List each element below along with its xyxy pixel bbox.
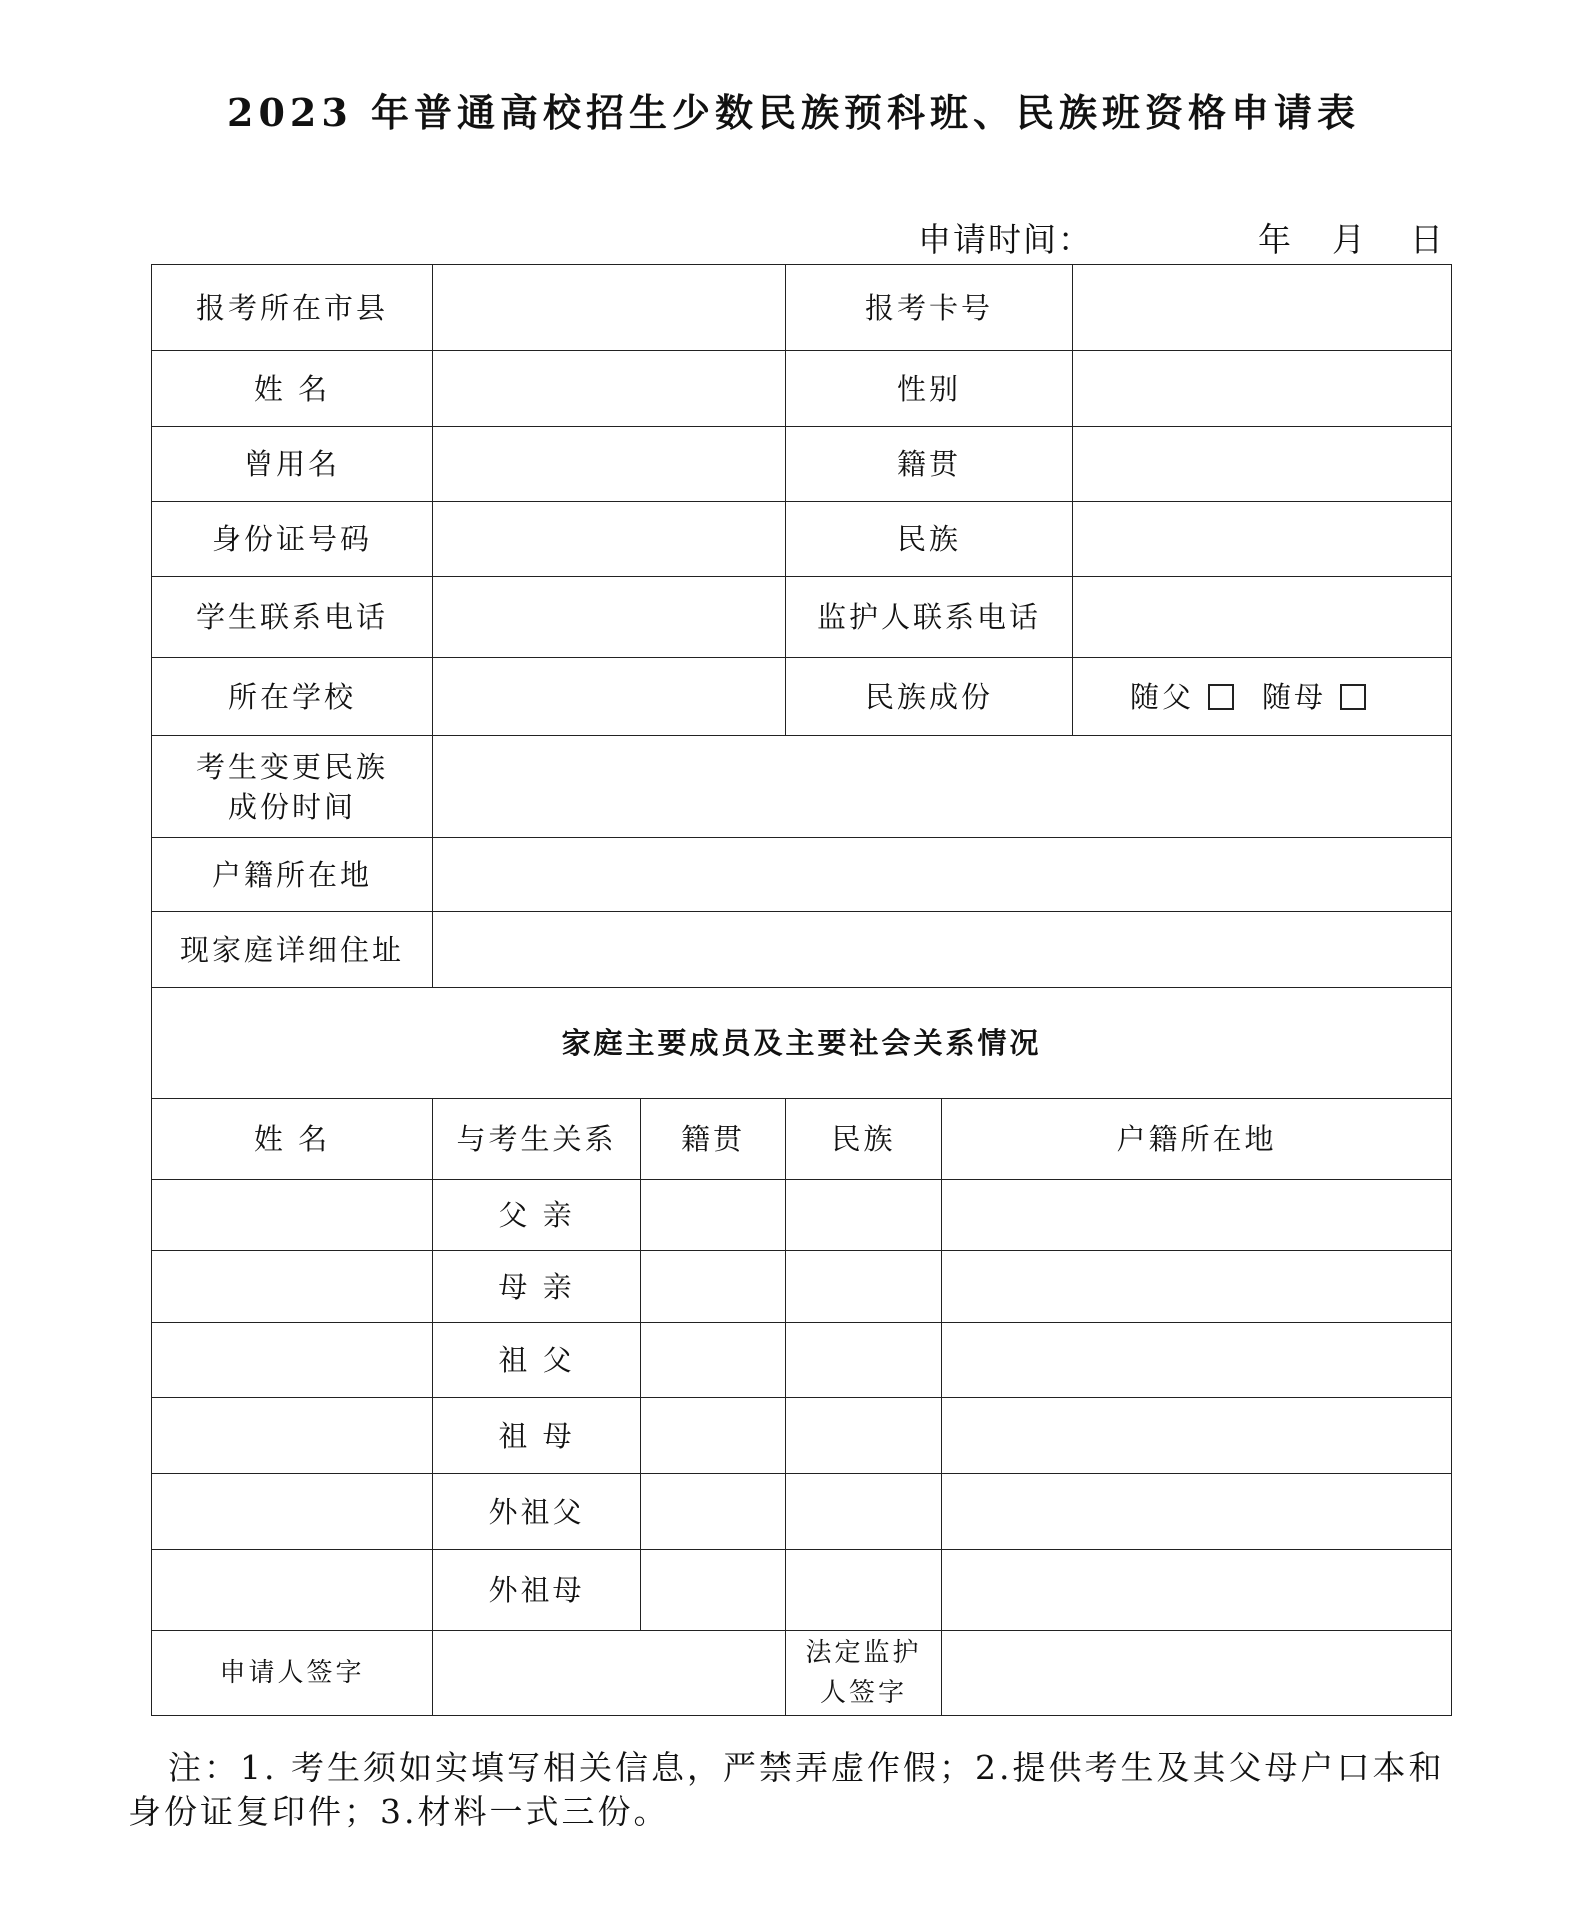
family-header-household: 户籍所在地 bbox=[942, 1099, 1452, 1180]
apply-date-day: 日 bbox=[1410, 220, 1445, 259]
label-ethnicity-change-time-line1: 考生变更民族 bbox=[195, 749, 388, 784]
field-former-name[interactable] bbox=[433, 427, 786, 502]
family-household-cell[interactable] bbox=[942, 1474, 1452, 1550]
apply-date-year: 年 bbox=[1258, 220, 1293, 259]
family-ethnicity-cell[interactable] bbox=[786, 1474, 942, 1550]
field-applicant-signature[interactable] bbox=[433, 1631, 786, 1716]
family-header-row bbox=[152, 1099, 1452, 1180]
label-guardian-signature bbox=[786, 1631, 942, 1716]
row-id-number bbox=[152, 502, 1452, 577]
family-name-cell[interactable] bbox=[152, 1474, 433, 1550]
label-guardian-phone: 监护人联系电话 bbox=[786, 577, 1073, 658]
row-exam-county bbox=[152, 265, 1452, 351]
field-home-address[interactable] bbox=[433, 912, 1452, 988]
label-exam-county: 报考所在市县 bbox=[152, 265, 433, 351]
family-name-cell[interactable] bbox=[152, 1550, 433, 1631]
family-native-place-cell[interactable] bbox=[641, 1474, 786, 1550]
family-ethnicity-cell[interactable] bbox=[786, 1251, 942, 1323]
label-school: 所在学校 bbox=[152, 658, 433, 736]
option-follow-father-label: 随父 bbox=[1130, 679, 1195, 714]
label-household-location: 户籍所在地 bbox=[152, 838, 433, 912]
label-applicant-signature: 申请人签字 bbox=[152, 1631, 433, 1716]
field-id-number[interactable] bbox=[433, 502, 786, 577]
field-gender[interactable] bbox=[1073, 351, 1452, 427]
family-relation-mother: 母 亲 bbox=[433, 1251, 641, 1323]
row-household-location bbox=[152, 838, 1452, 912]
field-name[interactable] bbox=[433, 351, 786, 427]
family-relation-grandfather: 祖 父 bbox=[433, 1323, 641, 1398]
label-ethnicity-change-time bbox=[152, 736, 433, 838]
family-name-cell[interactable] bbox=[152, 1398, 433, 1474]
field-ethnicity-change-time[interactable] bbox=[433, 736, 1452, 838]
apply-date-month: 月 bbox=[1332, 220, 1367, 259]
family-ethnicity-cell[interactable] bbox=[786, 1398, 942, 1474]
label-native-place: 籍贯 bbox=[786, 427, 1073, 502]
option-follow-mother-label: 随母 bbox=[1262, 679, 1327, 714]
row-phone bbox=[152, 577, 1452, 658]
family-native-place-cell[interactable] bbox=[641, 1323, 786, 1398]
follow-father-checkbox[interactable] bbox=[1208, 684, 1234, 710]
family-row-father bbox=[152, 1180, 1452, 1251]
label-ethnicity: 民族 bbox=[786, 502, 1073, 577]
field-guardian-signature[interactable] bbox=[942, 1631, 1452, 1716]
family-header-relation: 与考生关系 bbox=[433, 1099, 641, 1180]
follow-mother-checkbox[interactable] bbox=[1340, 684, 1366, 710]
family-household-cell[interactable] bbox=[942, 1550, 1452, 1631]
family-header-ethnicity: 民族 bbox=[786, 1099, 942, 1180]
field-exam-county[interactable] bbox=[433, 265, 786, 351]
row-family-section-title bbox=[152, 988, 1452, 1099]
family-row-mother bbox=[152, 1251, 1452, 1323]
label-exam-card-number: 报考卡号 bbox=[786, 265, 1073, 351]
family-ethnicity-cell[interactable] bbox=[786, 1550, 942, 1631]
family-relation-grandmother: 祖 母 bbox=[433, 1398, 641, 1474]
label-gender: 性别 bbox=[786, 351, 1073, 427]
label-guardian-signature-line1: 法定监护 bbox=[805, 1638, 922, 1668]
apply-date-line bbox=[918, 214, 1445, 259]
family-relation-father: 父 亲 bbox=[433, 1180, 641, 1251]
label-student-phone: 学生联系电话 bbox=[152, 577, 433, 658]
family-name-cell[interactable] bbox=[152, 1180, 433, 1251]
family-ethnicity-cell[interactable] bbox=[786, 1323, 942, 1398]
family-row-grandfather bbox=[152, 1323, 1452, 1398]
field-guardian-phone[interactable] bbox=[1073, 577, 1452, 658]
label-former-name: 曾用名 bbox=[152, 427, 433, 502]
family-name-cell[interactable] bbox=[152, 1323, 433, 1398]
label-guardian-signature-line2: 人签字 bbox=[819, 1678, 907, 1708]
field-ethnic-origin bbox=[1073, 658, 1452, 736]
family-household-cell[interactable] bbox=[942, 1398, 1452, 1474]
row-former-name bbox=[152, 427, 1452, 502]
signature-row bbox=[152, 1631, 1452, 1716]
field-student-phone[interactable] bbox=[433, 577, 786, 658]
family-header-native-place: 籍贯 bbox=[641, 1099, 786, 1180]
label-id-number: 身份证号码 bbox=[152, 502, 433, 577]
family-native-place-cell[interactable] bbox=[641, 1550, 786, 1631]
family-relation-maternal-grandfather: 外祖父 bbox=[433, 1474, 641, 1550]
family-row-grandmother bbox=[152, 1398, 1452, 1474]
family-section-title: 家庭主要成员及主要社会关系情况 bbox=[152, 988, 1452, 1099]
label-ethnic-origin: 民族成份 bbox=[786, 658, 1073, 736]
family-household-cell[interactable] bbox=[942, 1251, 1452, 1323]
family-relation-maternal-grandmother: 外祖母 bbox=[433, 1550, 641, 1631]
family-native-place-cell[interactable] bbox=[641, 1398, 786, 1474]
family-household-cell[interactable] bbox=[942, 1323, 1452, 1398]
field-ethnicity[interactable] bbox=[1073, 502, 1452, 577]
label-name: 姓 名 bbox=[152, 351, 433, 427]
family-native-place-cell[interactable] bbox=[641, 1180, 786, 1251]
apply-date-label: 申请时间： bbox=[918, 220, 1093, 259]
family-header-name: 姓 名 bbox=[152, 1099, 433, 1180]
field-native-place[interactable] bbox=[1073, 427, 1452, 502]
application-form-table bbox=[151, 264, 1452, 1716]
family-ethnicity-cell[interactable] bbox=[786, 1180, 942, 1251]
family-name-cell[interactable] bbox=[152, 1251, 433, 1323]
family-row-maternal-grandmother bbox=[152, 1550, 1452, 1631]
row-school bbox=[152, 658, 1452, 736]
row-ethnicity-change-time bbox=[152, 736, 1452, 838]
family-row-maternal-grandfather bbox=[152, 1474, 1452, 1550]
field-school[interactable] bbox=[433, 658, 786, 736]
family-household-cell[interactable] bbox=[942, 1180, 1452, 1251]
row-home-address bbox=[152, 912, 1452, 988]
footnote: 注：1. 考生须如实填写相关信息，严禁弄虚作假；2.提供考生及其父母户口本和身份证复印件；3.材料一式三份。 bbox=[128, 1748, 1445, 1831]
row-name bbox=[152, 351, 1452, 427]
field-exam-card-number[interactable] bbox=[1073, 265, 1452, 351]
label-ethnicity-change-time-line2: 成份时间 bbox=[227, 789, 356, 824]
family-native-place-cell[interactable] bbox=[641, 1251, 786, 1323]
field-household-location[interactable] bbox=[433, 838, 1452, 912]
page-title: 2023 年普通高校招生少数民族预科班、民族班资格申请表 bbox=[227, 90, 1360, 135]
label-home-address: 现家庭详细住址 bbox=[152, 912, 433, 988]
